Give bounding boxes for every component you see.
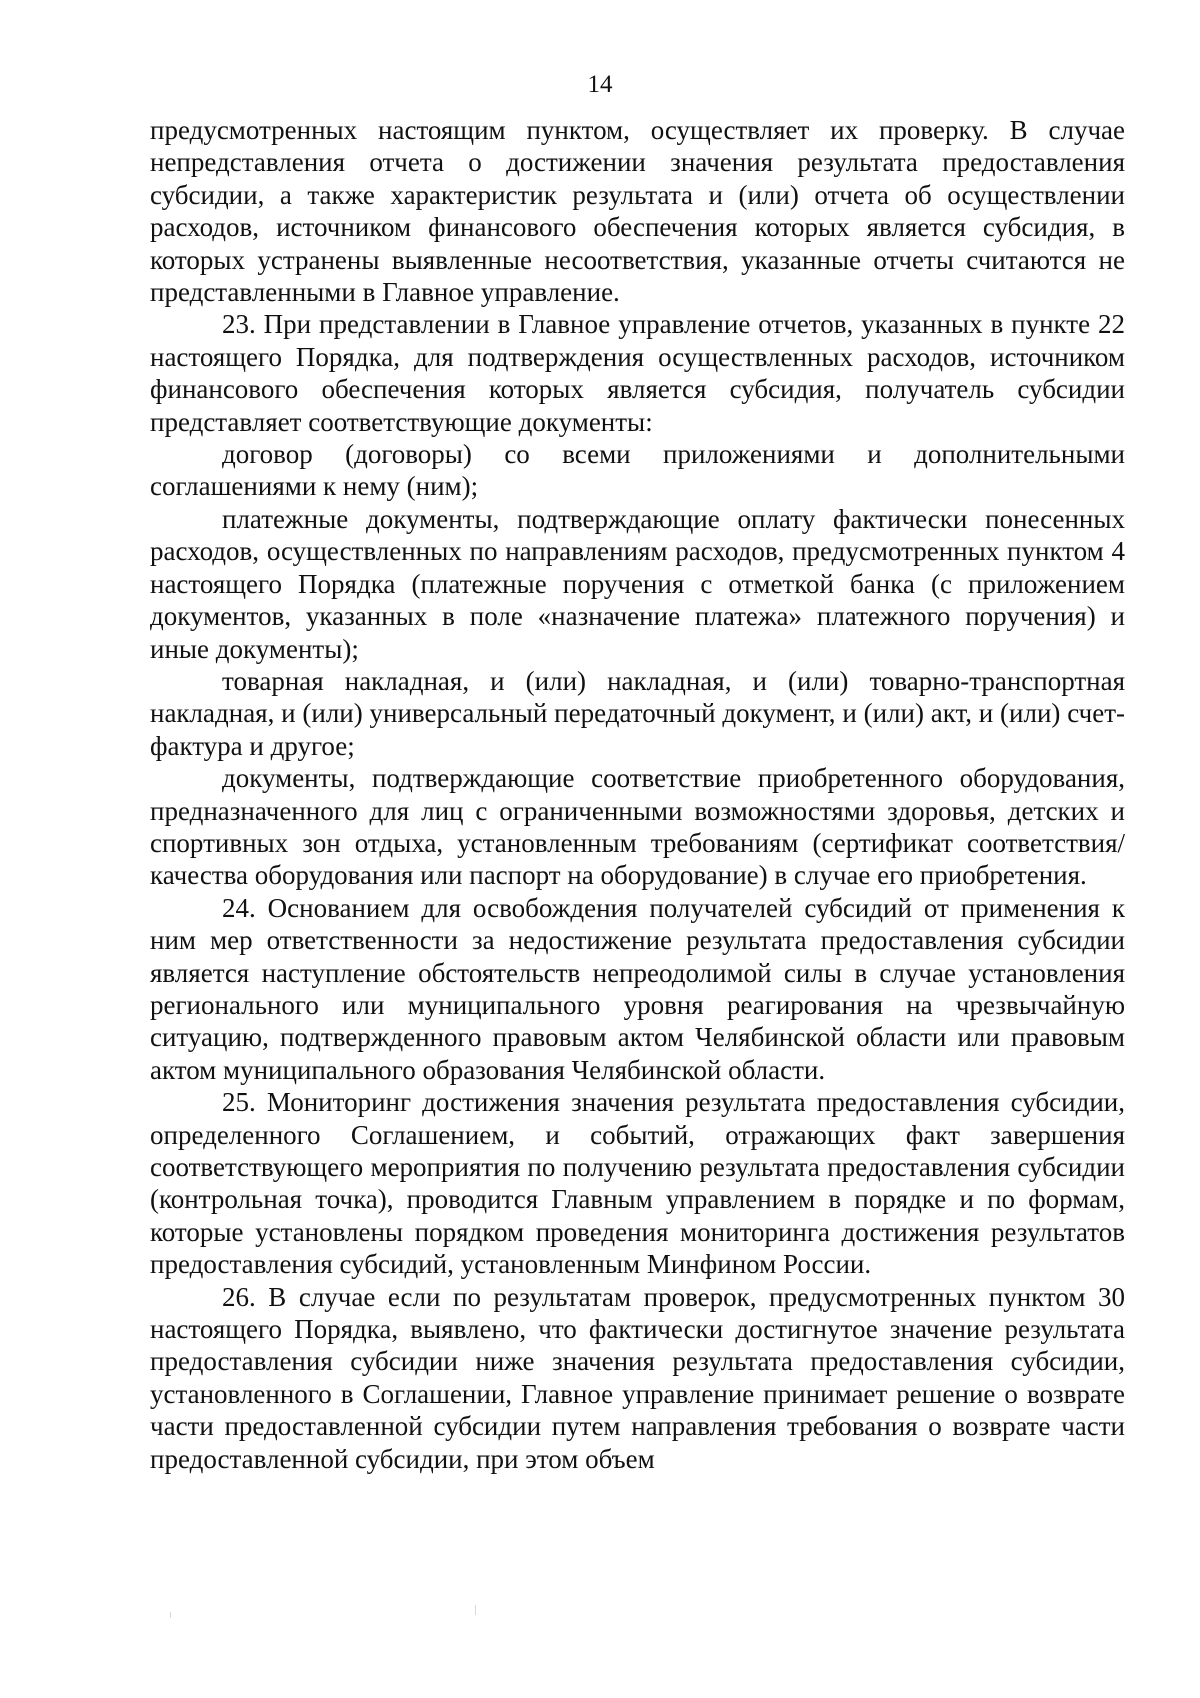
document-body [150,114,1125,1475]
paragraph-23: 23. При представлении в Главное управление отчетов, указанных в пункте 22 настоящего Порядка, для подтверждения осуществленных расходов, источником финансового обеспечения которых является субсидия, получатель субсидии представляет соответствующие документы: [150,309,1125,437]
list-item-conformity-documents: документы, подтверждающие соответствие приобретенного оборудования, предназначенного для лиц с ограниченными возможностями здоровья, детских и спортивных зон отдыха, установленным требованиям (сертификат соответствия/качества оборудования или паспорт на оборудование) в случае его приобретения. [150,763,1125,891]
paragraph-22-continuation: предусмотренных настоящим пунктом, осуществляет их проверку. В случае непредставления отчета о достижении значения результата предоставления субсидии, а также характеристик результата и (или) отчета об осуществлении расходов, источником финансового обеспечения которых является субсидия, в которых устранены выявленные несоответствия, указанные отчеты считаются не представленными в Главное управление. [150,115,1125,308]
page-number: 14 [587,71,613,98]
paragraph-25: 25. Мониторинг достижения значения результата предоставления субсидии, определенного Соглашением, и событий, отражающих факт завершения соответствующего мероприятия по получению результата предоставления субсидии (контрольная точка), проводится Главным управлением в порядке и по формам, которые установлены порядком проведения мониторинга достижения результатов предоставления субсидий, установленным Минфином России. [150,1087,1125,1280]
scan-artifact [475,1605,476,1615]
scan-artifact [170,1612,171,1618]
list-item-waybill: товарная накладная, и (или) накладная, и (или) товарно-транспортная накладная, и (или) универсальный передаточный документ, и (или) акт, и (или) счет-фактура и другое; [150,665,1125,761]
paragraph-24: 24. Основанием для освобождения получателей субсидий от применения к ним мер ответственности за недостижение результата предоставления субсидии является наступление обстоятельств непреодолимой силы в случае установления регионального или муниципального уровня реагирования на чрезвычайную ситуацию, подтвержденного правовым актом Челябинской области или правовым актом муниципального образования Челябинской области. [150,892,1125,1085]
list-item-contract: договор (договоры) со всеми приложениями и дополнительными соглашениями к нему (ним); [150,439,1125,502]
paragraph-26: 26. В случае если по результатам проверок, предусмотренных пунктом 30 настоящего Порядка, выявлено, что фактически достигнутое значение результата предоставления субсидии ниже значения результата предоставления субсидии, установленного в Соглашении, Главное управление принимает решение о возврате части предоставленной субсидии путем направления требования о возврате части предоставленной субсидии, при этом объем [150,1281,1125,1474]
list-item-payment-documents: платежные документы, подтверждающие оплату фактически понесенных расходов, осуществленных по направлениям расходов, предусмотренных пунктом 4 настоящего Порядка (платежные поручения с отметкой банка (с приложением документов, указанных в поле «назначение платежа» платежного поручения) и иные документы); [150,503,1125,664]
